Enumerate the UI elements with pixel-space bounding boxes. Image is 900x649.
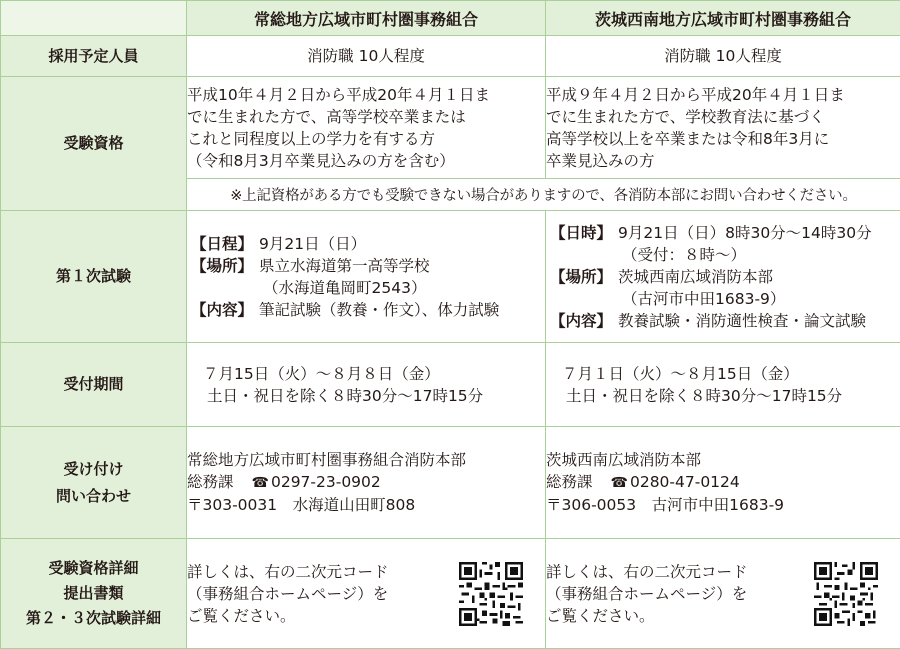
period-dates: ７月15日（火）～８月８日（金）	[203, 363, 545, 385]
details-line: （事務組合ホームページ）を	[187, 583, 389, 605]
eligibility-joso-line: （令和8月3月卒業見込みの方を含む）	[187, 150, 545, 172]
details-text	[546, 561, 748, 627]
exam-place: 県立水海道第一高等学校	[253, 255, 430, 277]
exam-content-tag: 【内容】	[550, 310, 612, 332]
row-period	[1, 343, 900, 427]
details-line: 詳しくは、右の二次元コード	[187, 561, 389, 583]
eligibility-joso-line: でに生まれた方で、高等学校卒業または	[187, 106, 545, 128]
exam-content-line	[191, 299, 545, 321]
label-details-line: 提出書類	[1, 581, 186, 606]
contact-org: 常総地方広域市町村圏事務組合消防本部	[187, 449, 545, 471]
details-text	[187, 561, 389, 627]
exam-date: 9月21日（日）8時30分～14時30分	[612, 222, 872, 244]
label-contact-line: 受け付け	[1, 456, 186, 482]
corner-cell	[1, 1, 187, 36]
period-joso	[187, 343, 546, 427]
exam-content: 筆記試験（教養・作文）、体力試験	[253, 299, 499, 321]
label-details-line: 受験資格詳細	[1, 556, 186, 581]
recruit-ibaraki-seinan: 消防職 10人程度	[546, 36, 900, 77]
exam-date-sub: （受付：８時～）	[550, 244, 900, 266]
exam-content: 教養試験・消防適性検査・論文試験	[612, 310, 866, 332]
period-seinan-block	[546, 363, 900, 407]
eligibility-note: ※上記資格がある方でも受験できない場合がありますので、各消防本部にお問い合わせください。	[187, 179, 900, 211]
eligibility-seinan-line: でに生まれた方で、学校教育法に基づく	[546, 106, 900, 128]
period-joso-block	[187, 363, 545, 407]
header-ibaraki-seinan: 茨城西南地方広域市町村圏事務組合	[546, 1, 900, 36]
label-contact-line: 問い合わせ	[1, 483, 186, 509]
contact-dept: 総務課	[546, 473, 593, 491]
qr-code-icon[interactable]	[814, 562, 878, 626]
label-contact	[1, 427, 187, 539]
contact-ibaraki-seinan	[546, 427, 900, 539]
details-line: ご覧ください。	[546, 605, 748, 627]
details-line: ご覧ください。	[187, 605, 389, 627]
exam-date-tag: 【日程】	[191, 233, 253, 255]
contact-addr: 〒306-0053 古河市中田1683-9	[546, 494, 900, 516]
eligibility-joso-line: 平成10年４月２日から平成20年４月１日ま	[187, 84, 545, 106]
details-joso	[187, 539, 546, 649]
contact-dept: 総務課	[187, 473, 234, 491]
label-recruit: 採用予定人員	[1, 36, 187, 77]
header-row	[1, 1, 900, 36]
period-ibaraki-seinan	[546, 343, 900, 427]
row-first-exam	[1, 211, 900, 343]
row-contact	[1, 427, 900, 539]
contact-tel-line	[546, 471, 900, 494]
eligibility-joso-line: これと同程度以上の学力を有する方	[187, 128, 545, 150]
period-hours: 土日・祝日を除く８時30分～17時15分	[203, 385, 545, 407]
exam-place-tag: 【場所】	[191, 255, 253, 277]
contact-org: 茨城西南広域消防本部	[546, 449, 900, 471]
exam-content-tag: 【内容】	[191, 299, 253, 321]
exam-content-line	[550, 310, 900, 332]
exam-date: 9月21日（日）	[253, 233, 366, 255]
details-ibaraki-seinan	[546, 539, 900, 649]
exam-place-line	[550, 266, 900, 288]
period-dates: ７月１日（火）～８月15日（金）	[562, 363, 900, 385]
eligibility-seinan-line: 平成９年４月２日から平成20年４月１日ま	[546, 84, 900, 106]
row-recruit	[1, 36, 900, 77]
telephone-icon: ☎	[593, 475, 630, 491]
first-exam-joso	[187, 211, 546, 343]
eligibility-ibaraki-seinan	[546, 77, 900, 179]
exam-date-line	[550, 222, 900, 244]
recruit-joso: 消防職 10人程度	[187, 36, 546, 77]
exam-place: 茨城西南広域消防本部	[612, 266, 773, 288]
label-details-line: 第２・３次試験詳細	[1, 606, 186, 631]
exam-date-tag: 【日時】	[550, 222, 612, 244]
contact-addr: 〒303-0031 水海道山田町808	[187, 494, 545, 516]
contact-tel: 0280-47-0124	[630, 473, 740, 491]
row-details	[1, 539, 900, 649]
exam-place-line	[191, 255, 545, 277]
eligibility-seinan-line: 高等学校以上を卒業または令和8年3月に	[546, 128, 900, 150]
exam-place-sub: （古河市中田1683-9）	[550, 288, 900, 310]
contact-tel-line	[187, 471, 545, 494]
eligibility-seinan-line: 卒業見込みの方	[546, 150, 900, 172]
exam-place-tag: 【場所】	[550, 266, 612, 288]
header-joso: 常総地方広域市町村圏事務組合	[187, 1, 546, 36]
first-exam-ibaraki-seinan	[546, 211, 900, 343]
period-hours: 土日・祝日を除く８時30分～17時15分	[562, 385, 900, 407]
row-eligibility	[1, 77, 900, 179]
details-line: （事務組合ホームページ）を	[546, 583, 748, 605]
label-first-exam: 第１次試験	[1, 211, 187, 343]
details-seinan-wrap	[546, 561, 900, 627]
label-details	[1, 539, 187, 649]
exam-place-sub: （水海道亀岡町2543）	[191, 277, 545, 299]
label-eligibility: 受験資格	[1, 77, 187, 211]
details-joso-wrap	[187, 561, 545, 627]
contact-tel: 0297-23-0902	[271, 473, 381, 491]
label-period: 受付期間	[1, 343, 187, 427]
telephone-icon: ☎	[234, 475, 271, 491]
contact-joso	[187, 427, 546, 539]
exam-date-line	[191, 233, 545, 255]
eligibility-joso	[187, 77, 546, 179]
details-line: 詳しくは、右の二次元コード	[546, 561, 748, 583]
qr-code-icon[interactable]	[459, 562, 523, 626]
